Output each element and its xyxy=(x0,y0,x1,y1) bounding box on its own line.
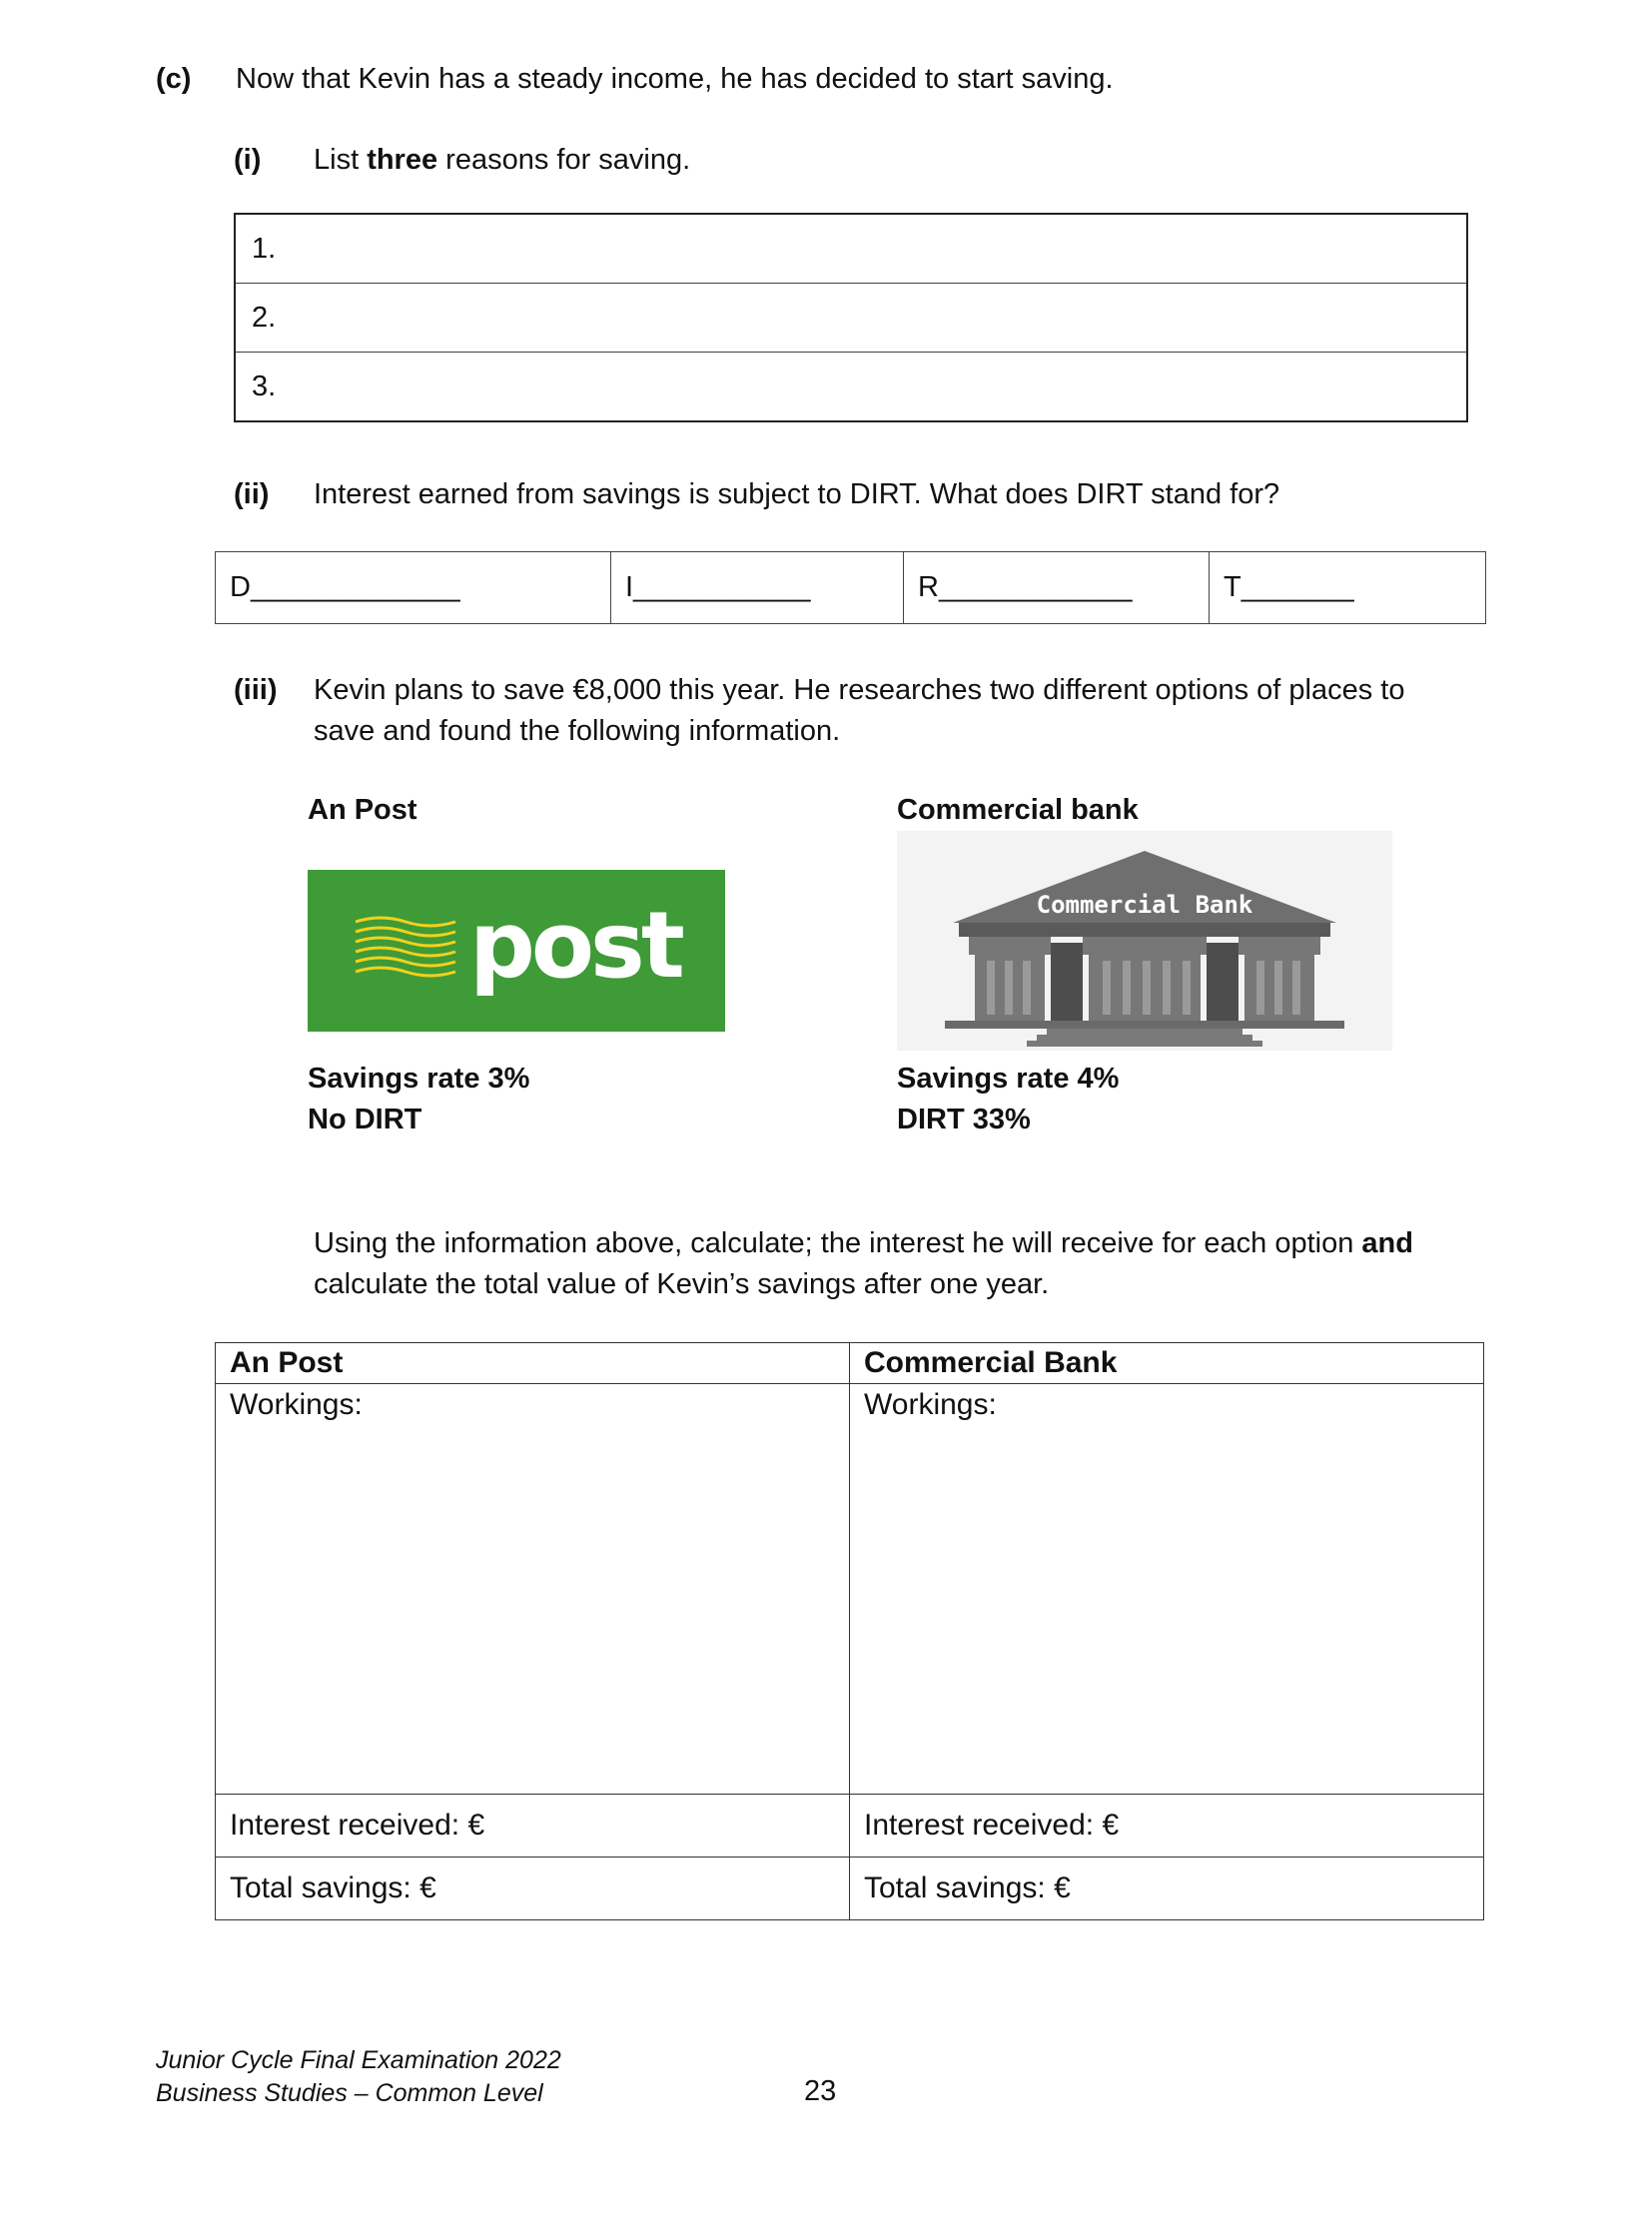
part-i-text xyxy=(314,140,690,181)
bank-workings-area[interactable]: Workings: xyxy=(850,1384,1484,1795)
question-label-c: (c) xyxy=(156,63,192,95)
calculation-table xyxy=(215,1342,1484,1920)
page-number: 23 xyxy=(804,2075,837,2107)
dirt-cell-t[interactable]: T_______ xyxy=(1210,552,1486,624)
calc-header-commercial-bank: Commercial Bank xyxy=(850,1343,1484,1384)
reason-row[interactable] xyxy=(235,214,1467,284)
reason-row[interactable] xyxy=(235,353,1467,422)
part-ii-label: (ii) xyxy=(234,478,270,510)
bank-interest-field[interactable]: Interest received: € xyxy=(850,1795,1484,1858)
option-left-rate: Savings rate 3% xyxy=(308,1063,530,1095)
part-iii-line2: save and found the following information. xyxy=(314,715,841,747)
dirt-table xyxy=(215,551,1486,624)
reason-row-2[interactable]: 2. xyxy=(235,284,1467,353)
calc-header-an-post: An Post xyxy=(216,1343,850,1384)
dirt-cell-r[interactable]: R____________ xyxy=(904,552,1210,624)
post-logo-text: post xyxy=(469,892,681,999)
instruction-line1 xyxy=(314,1223,1413,1264)
an-post-interest-field[interactable]: Interest received: € xyxy=(216,1795,850,1858)
reason-row-3[interactable]: 3. xyxy=(235,353,1467,422)
instruction-line1-text: Using the information above, calculate; the interest he will receive for each option xyxy=(314,1227,1362,1259)
footer-subject: Business Studies – Common Level xyxy=(156,2079,543,2107)
option-left-title: An Post xyxy=(308,794,417,826)
instruction-line2: calculate the total value of Kevin’s savings after one year. xyxy=(314,1268,1050,1300)
dirt-cell-d[interactable]: D_____________ xyxy=(216,552,611,624)
option-left-dirt: No DIRT xyxy=(308,1104,422,1135)
an-post-logo xyxy=(308,870,725,1032)
part-i-text-before: List xyxy=(314,144,368,176)
commercial-bank-logo xyxy=(897,831,1392,1051)
question-c-text: Now that Kevin has a steady income, he has decided to start saving. xyxy=(236,63,1114,95)
part-i-text-bold: three xyxy=(367,144,438,176)
an-post-total-field[interactable]: Total savings: € xyxy=(216,1858,850,1920)
dirt-cell-i[interactable]: I___________ xyxy=(611,552,904,624)
option-right-dirt: DIRT 33% xyxy=(897,1104,1031,1135)
reasons-table xyxy=(234,213,1468,422)
bank-logo-text: Commercial Bank xyxy=(1036,891,1253,919)
part-ii-text: Interest earned from savings is subject to DIRT. What does DIRT stand for? xyxy=(314,478,1280,510)
part-i-text-after: reasons for saving. xyxy=(437,144,691,176)
reason-row-1[interactable]: 1. xyxy=(235,214,1467,284)
part-i-label: (i) xyxy=(234,144,262,176)
part-iii-line1: Kevin plans to save €8,000 this year. He researches two different options of places to xyxy=(314,674,1405,706)
option-right-title: Commercial bank xyxy=(897,794,1139,826)
bank-building-icon xyxy=(897,831,1392,1051)
option-right-rate: Savings rate 4% xyxy=(897,1063,1120,1095)
an-post-workings-area[interactable]: Workings: xyxy=(216,1384,850,1795)
reason-row[interactable] xyxy=(235,284,1467,353)
instruction-line1-bold: and xyxy=(1361,1227,1413,1259)
bank-total-field[interactable]: Total savings: € xyxy=(850,1858,1484,1920)
part-iii-label: (iii) xyxy=(234,674,278,706)
footer-exam-title: Junior Cycle Final Examination 2022 xyxy=(156,2046,561,2074)
